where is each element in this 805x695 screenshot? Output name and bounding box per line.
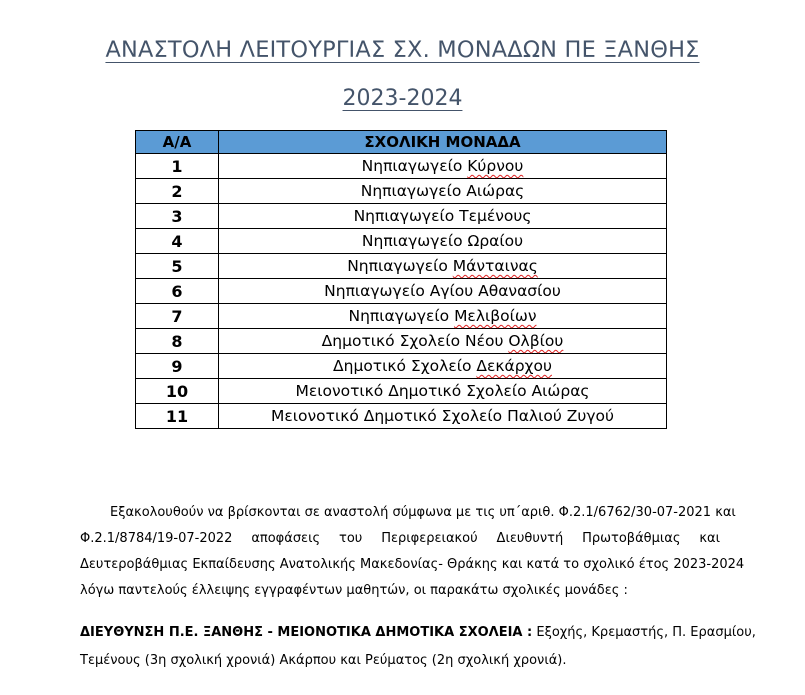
schools-table xyxy=(135,130,667,429)
row-number: 8 xyxy=(136,329,219,354)
school-name xyxy=(219,204,667,229)
table-row xyxy=(136,379,667,404)
school-year: 2023-2024 xyxy=(342,86,463,111)
row-number: 9 xyxy=(136,354,219,379)
table-row xyxy=(136,404,667,429)
school-name-text: Δημοτικό Σχολείο Νέου xyxy=(321,332,509,350)
paragraph-line: Τεμένους (3η σχολική χρονιά) Ακάρπου και Ρεύματος (2η σχολική χρονιά). xyxy=(80,653,567,668)
paragraph-line: Δευτεροβάθμιας Εκπαίδευσης Ανατολικής Μακεδονίας- Θράκης και κατά το σχολικό έτος 2023-2024 xyxy=(80,557,745,572)
table-row xyxy=(136,304,667,329)
table-row xyxy=(136,354,667,379)
school-name-flagged-word: Κύρνου xyxy=(467,157,524,175)
table-header-row xyxy=(136,131,667,154)
school-name-flagged-word: Μάνταινας xyxy=(452,257,538,275)
school-name xyxy=(219,304,667,329)
school-name xyxy=(219,379,667,404)
school-name xyxy=(219,404,667,429)
row-number: 2 xyxy=(136,179,219,204)
row-number: 3 xyxy=(136,204,219,229)
row-number: 5 xyxy=(136,254,219,279)
table-row xyxy=(136,329,667,354)
directorate-paragraph xyxy=(80,619,756,675)
school-name xyxy=(219,154,667,179)
school-name-text: Νηπιαγωγείο Τεμένους xyxy=(353,207,532,225)
school-name xyxy=(219,329,667,354)
school-name xyxy=(219,229,667,254)
school-name-flagged-word: Ολβίου xyxy=(508,332,564,350)
row-number: 1 xyxy=(136,154,219,179)
table-row xyxy=(136,204,667,229)
table-row xyxy=(136,179,667,204)
paragraph-line: Φ.2.1/8784/19-07-2022 αποφάσεις του Περιφερειακού Διευθυντή Πρωτοβάθμιας και xyxy=(80,531,720,546)
school-name xyxy=(219,254,667,279)
school-name-text: Νηπιαγωγείο xyxy=(348,307,455,325)
school-name-text: Νηπιαγωγείο Αιώρας xyxy=(360,182,525,200)
row-number: 11 xyxy=(136,404,219,429)
header-aa: Α/Α xyxy=(136,131,219,154)
school-name-flagged-word: Μελιβοίων xyxy=(454,307,537,325)
school-name-text: Δημοτικό Σχολείο xyxy=(333,357,477,375)
directorate-label: ΔΙΕΥΘΥΝΣΗ Π.Ε. ΞΑΝΘΗΣ - ΜΕΙΟΝΟΤΙΚΑ ΔΗΜΟΤΙΚΑ ΣΧΟΛΕΙΑ : xyxy=(80,625,533,640)
header-school-unit: ΣΧΟΛΙΚΗ ΜΟΝΑΔΑ xyxy=(219,131,667,154)
school-name xyxy=(219,354,667,379)
row-number: 6 xyxy=(136,279,219,304)
suspension-paragraph xyxy=(80,500,745,604)
paragraph-line: Εξακολουθούν να βρίσκονται σε αναστολή σύμφωνα με τις υπ΄αριθ. Φ.2.1/6762/30-07-2021 και xyxy=(110,505,736,520)
school-name-text: Νηπιαγωγείο Αγίου Αθανασίου xyxy=(324,282,561,300)
paragraph-line: λόγω παντελούς έλλειψης εγγραφέντων μαθητών, οι παρακάτω σχολικές μονάδες : xyxy=(80,583,628,598)
document-title: ΑΝΑΣΤΟΛΗ ΛΕΙΤΟΥΡΓΙΑΣ ΣΧ. ΜΟΝΑΔΩΝ ΠΕ ΞΑΝΘΗΣ xyxy=(105,38,700,63)
table-row xyxy=(136,229,667,254)
row-number: 7 xyxy=(136,304,219,329)
table-row xyxy=(136,154,667,179)
row-number: 4 xyxy=(136,229,219,254)
school-name xyxy=(219,179,667,204)
table-row xyxy=(136,254,667,279)
row-number: 10 xyxy=(136,379,219,404)
school-name-text: Νηπιαγωγείο xyxy=(347,257,453,275)
school-name xyxy=(219,279,667,304)
directorate-schools: Εξοχής, Κρεμαστής, Π. Ερασμίου, xyxy=(532,625,756,640)
school-name-text: Νηπιαγωγείο Ωραίου xyxy=(361,232,524,250)
paragraph-line xyxy=(80,619,756,647)
school-name-text: Μειονοτικό Δημοτικό Σχολείο Παλιού Ζυγού xyxy=(271,407,614,425)
table-row xyxy=(136,279,667,304)
school-name-text: Νηπιαγωγείο xyxy=(361,157,468,175)
school-name-text: Μειονοτικό Δημοτικό Σχολείο Αιώρας xyxy=(295,382,590,400)
school-name-flagged-word: Δεκάρχου xyxy=(476,357,552,375)
